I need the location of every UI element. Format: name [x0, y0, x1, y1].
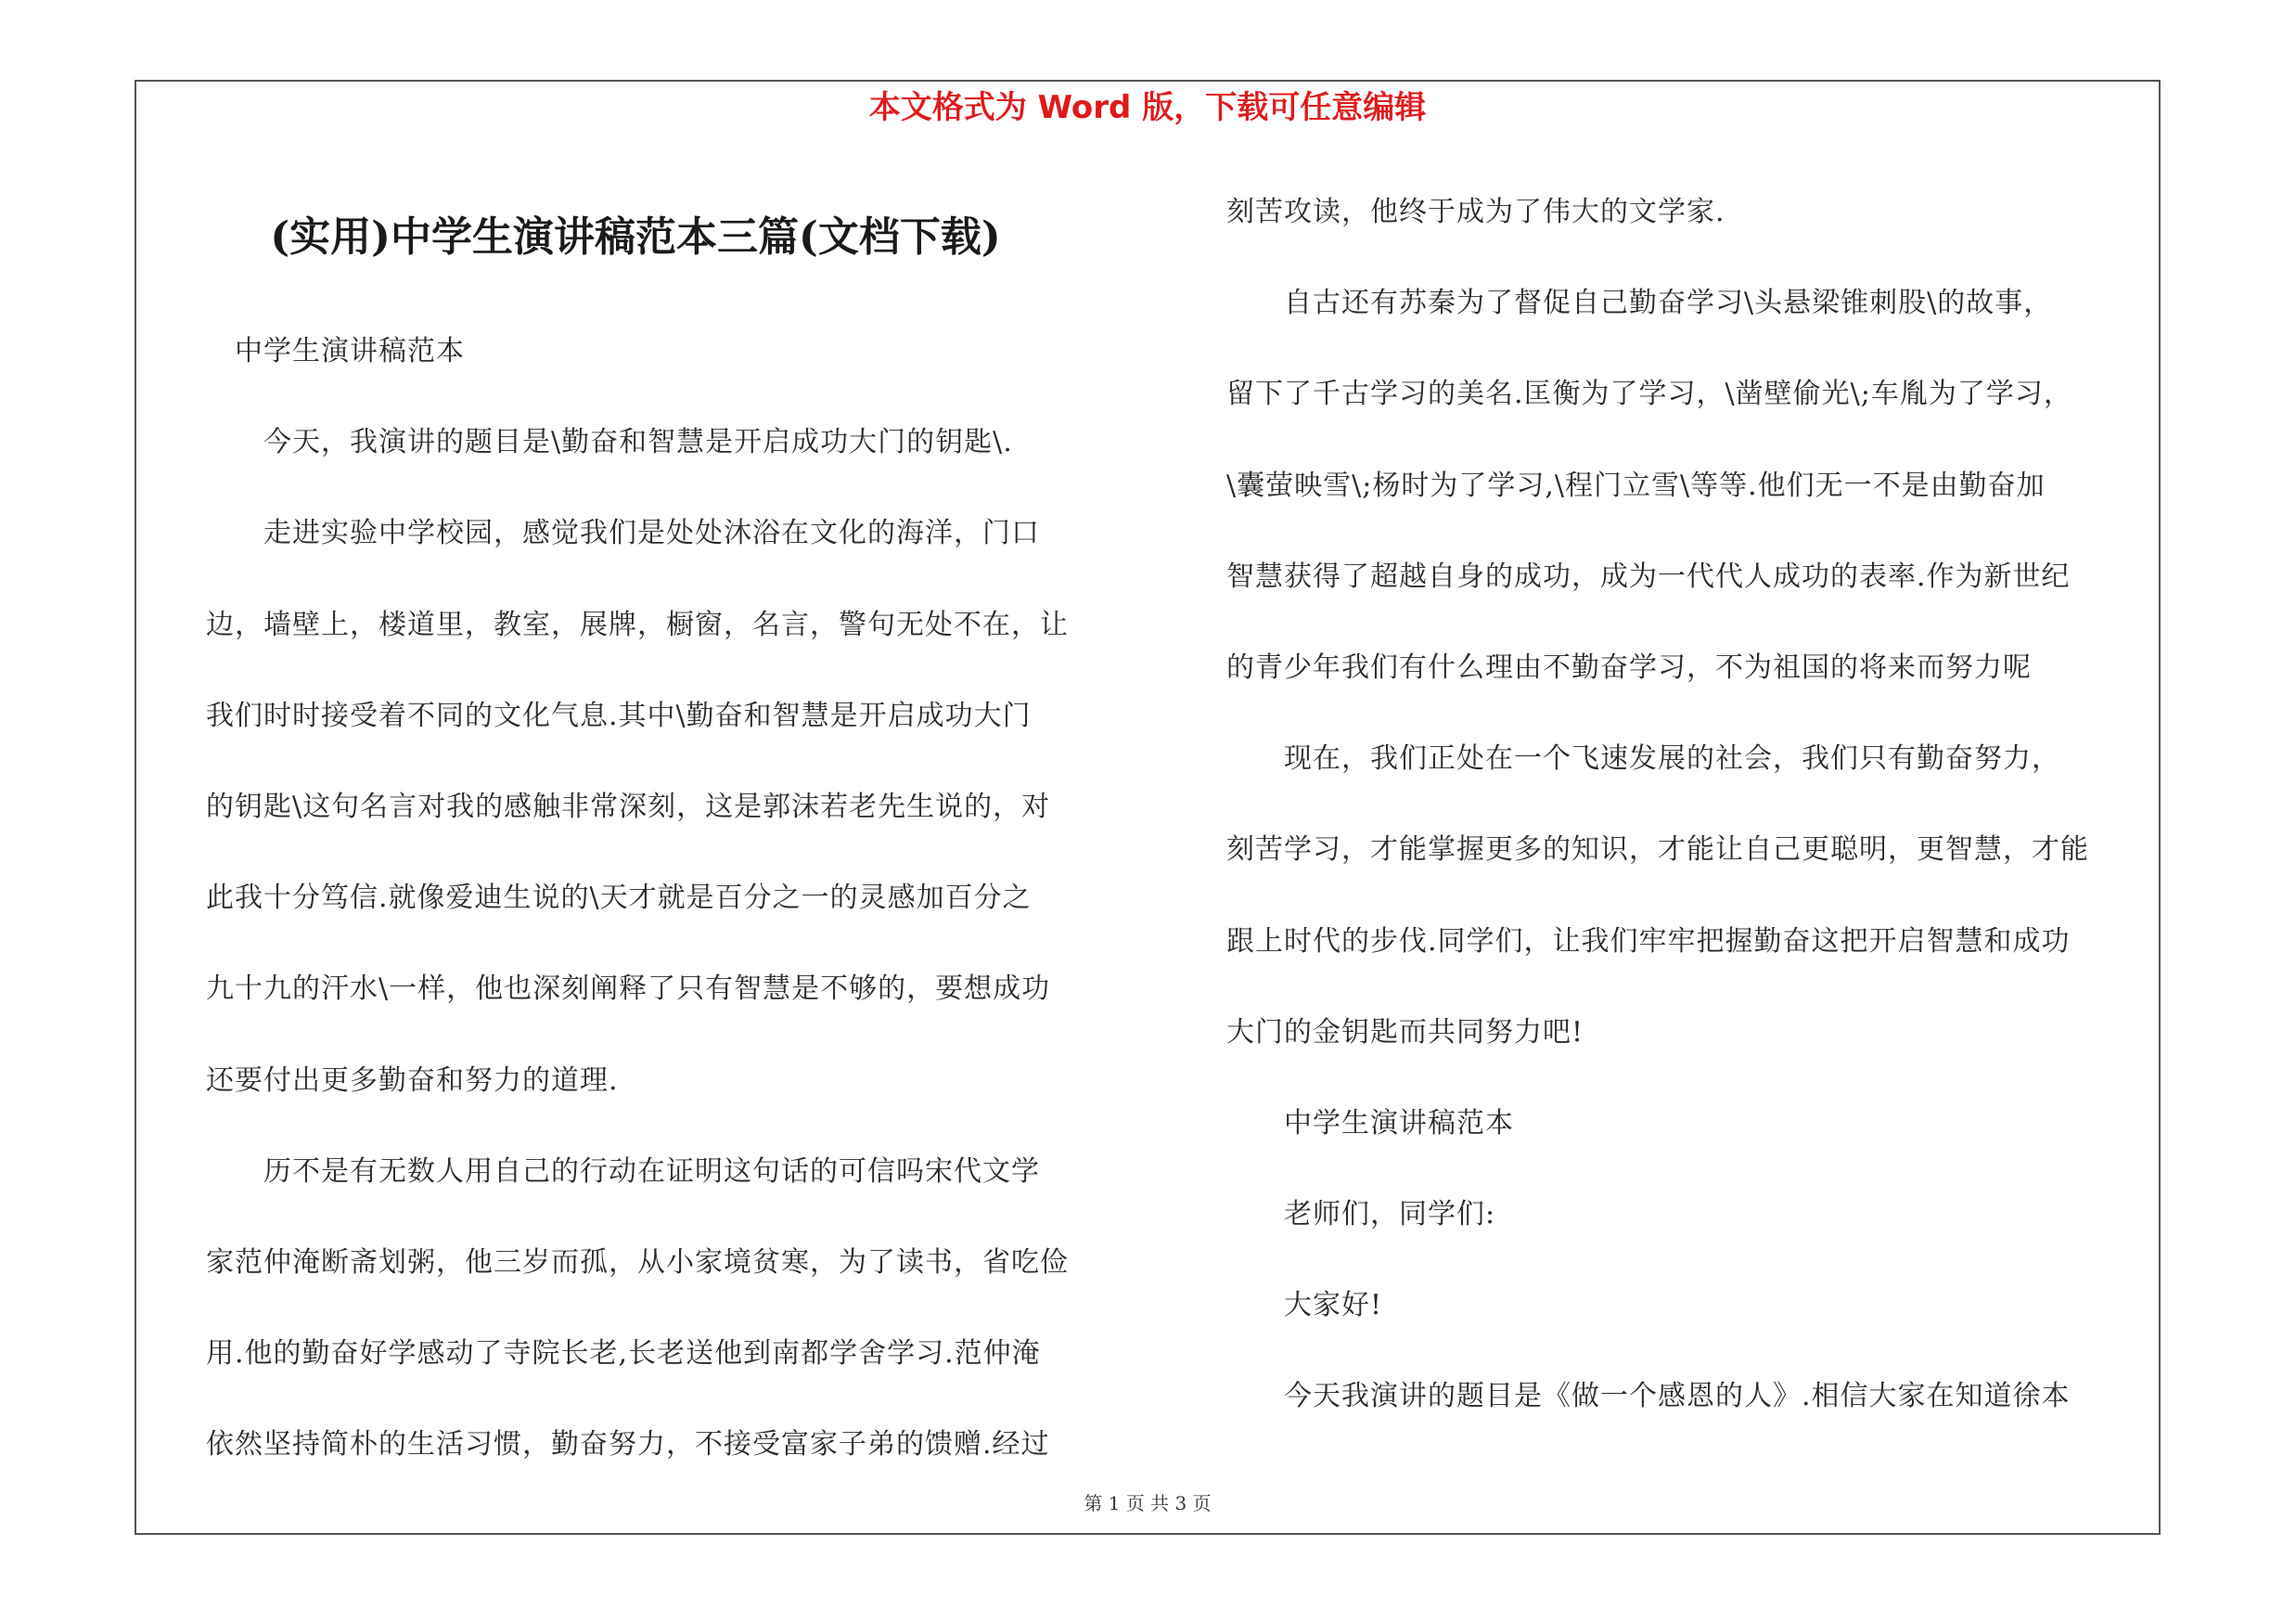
text-line: 今天，我演讲的题目是\勤奋和智慧是开启成功大门的钥匙\.: [206, 426, 1013, 459]
text-line: 家范仲淹断斋划粥，他三岁而孤，从小家境贫寒，为了读书，省吃俭: [206, 1245, 1069, 1279]
right-column: [1226, 167, 2163, 1443]
text-line: 的钥匙\这句名言对我的感触非常深刻，这是郭沫若老先生说的，对: [206, 790, 1051, 823]
text-line: 大门的金钥匙而共同努力吧!: [1226, 1015, 1584, 1049]
text-line: \囊萤映雪\;杨时为了学习,\程门立雪\等等.他们无一不是由勤奋加: [1226, 469, 2046, 502]
text-line: 今天我演讲的题目是《做一个感恩的人》.相信大家在知道徐本: [1226, 1380, 2071, 1413]
text-line: 老师们，同学们:: [1226, 1198, 1496, 1231]
text-line: 中学生演讲稿范本: [206, 335, 465, 367]
page-number-footer: 第 1 页 共 3 页: [1084, 1492, 1212, 1514]
text-line: 用.他的勤奋好学感动了寺院长老,长老送他到南都学舍学习.范仲淹: [206, 1337, 1041, 1371]
text-line: 大家好!: [1226, 1289, 1383, 1322]
text-line: 走进实验中学校园，感觉我们是处处沐浴在文化的海洋，门口: [206, 517, 1040, 550]
text-line: 边，墙壁上，楼道里，教室，展牌，橱窗，名言，警句无处不在，让: [206, 608, 1069, 641]
text-line: 刻苦攻读，他终于成为了伟大的文学家.: [1226, 196, 1725, 228]
text-line: 自古还有苏秦为了督促自己勤奋学习\头悬梁锥刺股\的故事，: [1226, 287, 2053, 320]
document-title: (实用)中学生演讲稿范本三篇(文档下载): [270, 213, 1001, 261]
text-line: 留下了千古学习的美名.匡衡为了学习，\凿壁偷光\;车胤为了学习，: [1226, 378, 2072, 411]
text-line: 还要付出更多勤奋和努力的道理.: [206, 1063, 619, 1097]
text-line: 刻苦学习，才能掌握更多的知识，才能让自己更聪明，更智慧，才能: [1226, 833, 2089, 867]
text-line: 历不是有无数人用自己的行动在证明这句话的可信吗宋代文学: [206, 1154, 1040, 1188]
text-line: 此我十分笃信.就像爱迪生说的\天才就是百分之一的灵感加百分之: [206, 882, 1032, 915]
text-line: 依然坚持简朴的生活习惯，勤奋努力，不接受富家子弟的馈赠.经过: [206, 1428, 1050, 1462]
edit-notice-banner: 本文格式为 Word 版，下载可任意编辑: [868, 89, 1427, 126]
text-line: 的青少年我们有什么理由不勤奋学习，不为祖国的将来而努力呢: [1226, 650, 2032, 684]
text-line: 九十九的汗水\一样，他也深刻阐释了只有智慧是不够的，要想成功: [206, 973, 1051, 1006]
text-line: 中学生演讲稿范本: [1226, 1106, 1514, 1140]
text-line: 智慧获得了超越自身的成功，成为一代代人成功的表率.作为新世纪: [1226, 560, 2071, 593]
text-line: 跟上时代的步伐.同学们，让我们牢牢把握勤奋这把开启智慧和成功: [1226, 924, 2071, 958]
text-line: 现在，我们正处在一个飞速发展的社会，我们只有勤奋努力，: [1226, 742, 2060, 776]
text-line: 我们时时接受着不同的文化气息.其中\勤奋和智慧是开启成功大门: [206, 699, 1032, 732]
left-column: [206, 306, 1134, 1490]
